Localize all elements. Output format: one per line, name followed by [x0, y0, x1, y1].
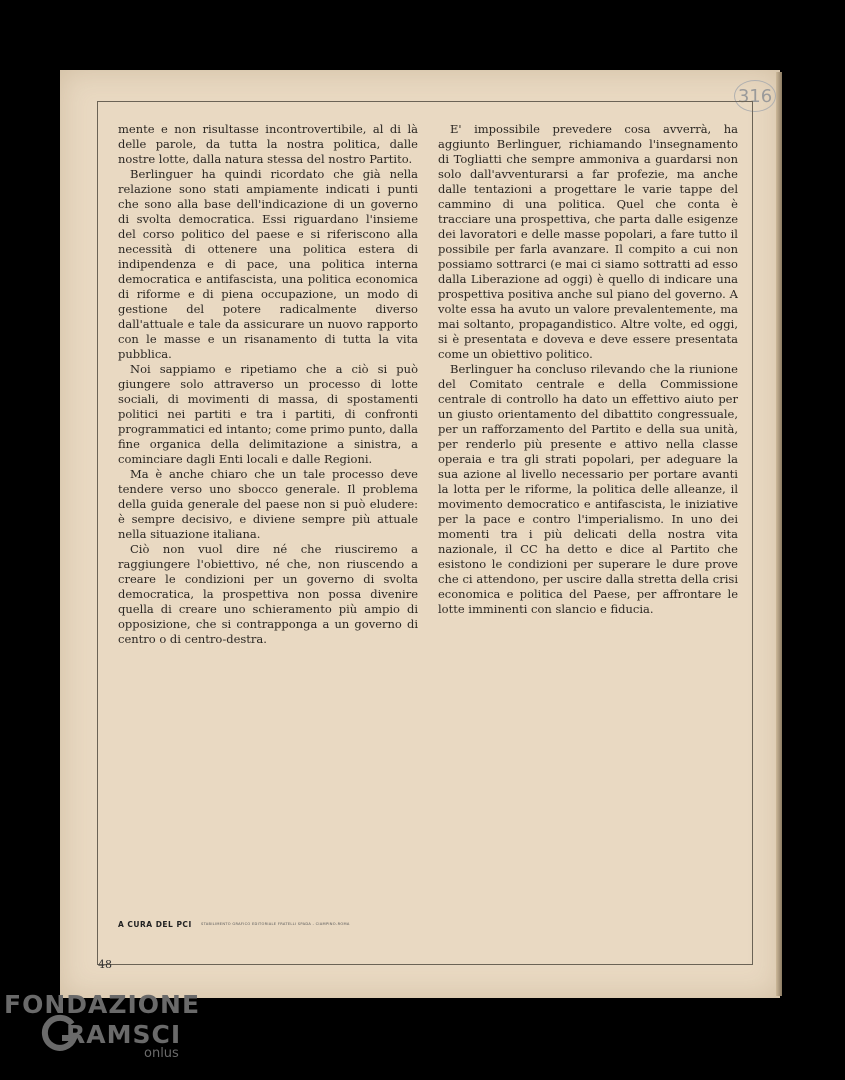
paragraph: mente e non risultasse incontrovertibile, al di là delle parole, da tutta la nostra politica, dalle nostre lotte, dalla natura stessa del nostro Partito.	[118, 122, 418, 166]
archive-page-mark: 316	[732, 78, 778, 114]
paragraph: Berlinguer ha concluso rilevando che la riunione del Comitato centrale e della Commissione centrale di controllo ha dato un effettivo aiuto per un giusto orientamento del dibattito congressuale, per un rafforzamento del Partito e della sua unità, per renderlo più presente e attivo nella classe operaia e tra gli strati popolari, per adeguare la sua azione al livello necessario per portare avanti la lotta per le riforme, la politica delle alleanze, il movimento democratico e antifascista, le iniziative per la pace e contro l'imperialismo. In uno dei momenti tra i più delicati della nostra vita nazionale, il CC ha detto e dice al Partito che esistono le condizioni per superare le dure prove che ci attendono, per uscire dalla stretta della crisi economica e politica del Paese, per affrontare le lotte imminenti con slancio e fiducia.	[438, 362, 738, 616]
paragraph: Berlinguer ha quindi ricordato che già nella relazione sono stati ampiamente indicati i punti che sono alla base dell'indicazione di un governo di svolta democratica. Essi riguardano l'insieme del corso politico del paese e si riferiscono alla necessità di ottenere una politica estera di indipendenza e di pace, una politica interna democratica e antifascista, una politica economica di riforme e di piena occupazione, un modo di gestione del potere radicalmente diverso dall'attuale e tale da assicurare un nuovo rapporto con le masse e un risanamento di tutta la vita pubblica.	[118, 167, 418, 361]
page-edge	[776, 72, 782, 996]
fondazione-gramsci-watermark	[4, 990, 224, 1080]
watermark-onlus: onlus	[144, 1046, 179, 1061]
paragraph: Ma è anche chiaro che un tale processo deve tendere verso uno sbocco generale. Il problema della guida generale del paese non si può eludere: è sempre decisivo, e diviene sempre più attuale nella situazione italiana.	[118, 467, 418, 541]
paragraph: Noi sappiamo e ripetiamo che a ciò si può giungere solo attraverso un processo di lotte sociali, di movimenti di massa, di spostamenti politici nei partiti e tra i partiti, di confronti programmatici ed intanto; come primo punto, dalla fine organica della delimitazione a sinistra, a cominciare dagli Enti locali e dalle Regioni.	[118, 362, 418, 466]
left-column	[118, 122, 418, 647]
watermark-line1: FONDAZIONE	[4, 990, 201, 1019]
document-page	[60, 70, 780, 998]
paragraph: E' impossibile prevedere cosa avverrà, ha aggiunto Berlinguer, richiamando l'insegnamento di Togliatti che sempre ammoniva a guardarsi non solo dall'avventurarsi a far profezie, ma anche dalle tentazioni a progettare le varie tappe del cammino di una politica. Quel che conta è tracciare una prospettiva, che parta dalle esigenze dei lavoratori e delle masse popolari, a fare tutto il possibile per farla avanzare. Il compito a cui non possiamo sottrarci (e mai ci siamo sottratti ad esso dalla Liberazione ad oggi) è quello di indicare una prospettiva positiva anche sul piano del governo. A volte essa ha avuto un valore prevalentemente, ma mai soltanto, propagandistico. Altre volte, ed oggi, si è presentata e doveva e deve essere presentata come un obiettivo politico.	[438, 122, 738, 361]
page-number: 48	[98, 958, 112, 971]
paragraph: Ciò non vuol dire né che riusciremo a raggiungere l'obiettivo, né che, non riuscendo a creare le condizioni per un governo di svolta democratica, la prospettiva non possa divenire quella di creare uno schieramento più ampio di opposizione, che si contrapponga a un governo di centro o di centro-destra.	[118, 542, 418, 646]
footer-printer: STABILIMENTO GRAFICO EDITORIALE FRATELLI SPADA - CIAMPINO-ROMA	[201, 922, 350, 926]
right-column	[438, 122, 738, 617]
footer-credit: A CURA DEL PCI	[118, 920, 192, 929]
watermark-line2: RAMSCI	[66, 1020, 182, 1049]
